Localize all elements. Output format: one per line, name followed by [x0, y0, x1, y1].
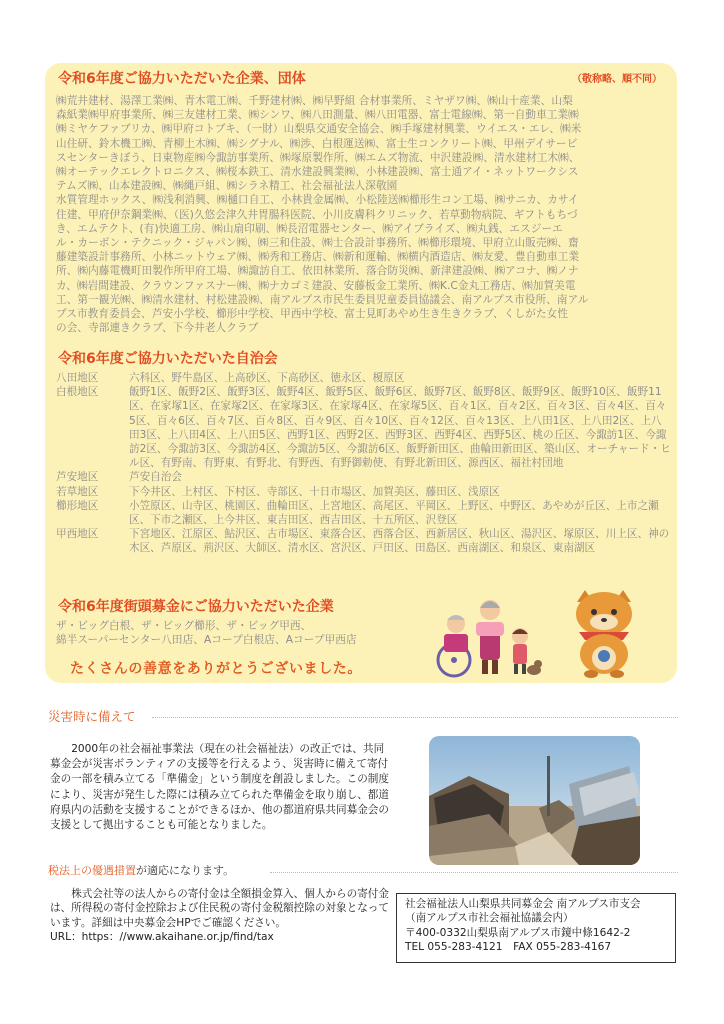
contact-phone: TEL 055-283-4121 FAX 055-283-4167 — [405, 941, 612, 954]
corporate-line: 森紙業㈱甲府事業所、㈱三友建材工業、㈱シンワ、㈱八田測量、㈱八田電器、富士電線㈱、第一自動車工業㈱ — [56, 109, 579, 122]
disaster-text: 2000年の社会福祉事業法（現在の社会福祉法）の改正では、共同募金会が災害ボランティアの支援等を行えるよう、災害時に備えて寄付金の一部を積み立てる「準備金」という制度を創設しました。この制度により、災害が発生した際には積み立てられた準備金を取り崩し、都道府県内の活動を支援することができるほか、他の都道府県共同募金会の支援として拠出することも可能となりました。 — [50, 743, 389, 832]
divider — [152, 717, 678, 718]
district-row — [56, 385, 672, 470]
street-list — [56, 619, 416, 647]
corporate-list — [56, 94, 670, 335]
district-name: 甲西地区 — [56, 528, 99, 541]
district-name: 若草地区 — [56, 485, 99, 498]
district-name: 芦安地区 — [56, 471, 99, 484]
tax-heading-highlight: 税法上の優遇措置 — [48, 864, 136, 877]
disaster-paragraph — [50, 742, 394, 833]
corporate-line: 工、第一観光㈱、㈱清水建材、村松建設㈱、南アルプス市民生委員児童委員協議会、南アルプス市役所、南アル — [56, 293, 589, 306]
corporate-line: ㈱オーテックエレクトロニクス、㈱桜本鉄工、清水建設興業㈱、小林建設㈱、富士通アイ・ネットワークシス — [56, 166, 579, 179]
street-line: 綿半スーパーセンター八田店、Aコープ白根店、Aコープ甲西店 — [56, 634, 357, 647]
contact-org: 社会福祉法人山梨県共同募金会 南アルプス市支会 — [405, 898, 641, 910]
corporate-line: スセンターきぼう、日東物産㈱今諏訪事業所、㈱塚原製作所、㈱エムズ物流、中沢建設㈱、清水建材工木㈱、 — [56, 151, 580, 164]
district-row — [56, 470, 672, 484]
corporate-line: 所、㈱内藤電機町田製作所甲府工場、㈱諏訪自工、依田林業所、落合防災㈱、新津建設㈱、㈱アコナ、㈱ノナ — [56, 265, 579, 278]
corporate-line: ル・カーボン・テクニック・ジャパン㈱、㈱三和住設、㈱士合設計事務所、㈱櫛形環境、甲府立山販売㈱、齋 — [56, 237, 579, 250]
district-areas: 小笠原区、山寺区、桃園区、曲輪田区、上宮地区、高尾区、平岡区、上野区、中野区、あやめが丘区、上市之瀬区、下市之瀬区、上今井区、東吉田区、西吉田区、十五所区、沢登区 — [129, 499, 659, 527]
tax-heading-rest: が適応になります。 — [136, 864, 235, 877]
district-row — [56, 499, 672, 527]
mascot-illustration — [565, 588, 643, 678]
corporate-line: 山住研、鈴木機工㈱、青柳土木㈱、㈱シグナル、㈱渉、白根運送㈱、富士生コンクリート㈱、甲州デイサービ — [56, 137, 578, 150]
corporate-line: ㈱ミヤケファブリカ、㈱甲府コトブキ、（一財）山梨県交通安全協会、㈱手塚建材興業、ウイエス・エレ、㈱米 — [56, 123, 582, 136]
disaster-heading: 災害時に備えて — [48, 709, 136, 724]
tax-url[interactable]: URL：https：//www.akaihane.or.jp/find/tax — [50, 931, 274, 944]
honorific-note: （敬称略、順不同） — [572, 74, 662, 85]
district-row — [56, 485, 672, 499]
district-areas: 六科区、野牛島区、上高砂区、下高砂区、徳永区、榎原区 — [129, 372, 405, 384]
corporate-line: 藤建築設計事務所、小林ニットウェア㈱、㈱秀和工務店、㈱新和運輸、㈱横内酒造店、㈱友愛、豊自動車工業 — [56, 251, 580, 264]
district-row — [56, 371, 672, 385]
disaster-photo — [429, 736, 640, 865]
corporate-line: プス市教育委員会、芦安小学校、櫛形中学校、甲西中学校、富士見町あやめ生き生きクラブ、くしがた女性 — [56, 308, 569, 321]
corporate-line: の会、寺部連きクラブ、下今井老人クラブ — [56, 322, 259, 335]
contact-address: 〒400-0332山梨県南アルプス市鏡中條1642-2 — [405, 926, 631, 939]
district-name: 櫛形地区 — [56, 499, 99, 512]
corporate-line: テムズ㈱、山本建設㈱、㈱縄戸組、㈱シラネ精工、社会福祉法人深敬園 — [56, 180, 398, 193]
district-areas: 下今井区、上村区、下村区、寺部区、十日市場区、加賀美区、藤田区、浅原区 — [129, 485, 500, 498]
elderly-people-illustration — [432, 588, 542, 680]
district-areas: 芦安自治会 — [129, 471, 182, 484]
tax-heading — [48, 862, 234, 878]
corporate-line: 住建、甲府伊奈鋼業㈱、（医)久悠会津久井胃腸科医院、小川皮膚科クリニック、若草動物病院、ギフトもちづ — [56, 208, 578, 221]
district-row — [56, 527, 672, 555]
district-areas: 下宮地区、江原区、鮎沢区、古市場区、東落合区、西落合区、西新居区、秋山区、湯沢区、塚原区、川上区、神の木区、芦原区、荊沢区、大師区、清水区、宮沢区、戸田区、田島区、西南湖区、和泉区、東南湖区 — [129, 528, 670, 555]
divider — [270, 872, 678, 873]
corporate-section-title: 令和6年度ご協力いただいた企業、団体 — [58, 71, 306, 87]
district-areas: 飯野1区、飯野2区、飯野3区、飯野4区、飯野5区、飯野6区、飯野7区、飯野8区、飯野9区、飯野10区、飯野11区、在家塚1区、在家塚2区、在家塚3区、在家塚4区、在家塚5区、百々1区、百々2区、百々3区、百々4区、百々5区、百々6区、百々7区、百々8区、百々9区、百々10区、百々12区、百々13区、上八田1区、上八田2区、上八田3区、上八田4区、上八田5区、西野1区、西野2区、西野3区、西野4区、西野5区、桃の丘区、今諏訪1区、今諏訪2区、今諏訪3区、今諏訪4区、今諏訪5区、今諏訪6区、飯野新田区、曲輪田新田区、築山区、オーチャード・ヒル区、有野南、有野東、有野北、有野西、有野御勅使、有野北新田区、源西区、福社村団地 — [129, 386, 671, 470]
district-name: 白根地区 — [56, 386, 99, 399]
corporate-line: き、エムテクト、(有)快適工房、㈱山扇印刷、㈱長沼電器センター、㈱アイブライズ、㈱丸銭、エスジーエ — [56, 222, 563, 235]
street-section-title: 令和6年度街頭募金にご協力いただいた企業 — [58, 599, 334, 615]
district-name: 八田地区 — [56, 372, 99, 384]
street-line: ザ・ビッグ白根、ザ・ビッグ櫛形、ザ・ビッグ甲西、 — [56, 620, 312, 632]
associations-section-title: 令和6年度ご協力いただいた自治会 — [58, 351, 278, 367]
district-list — [56, 371, 672, 556]
contact-sub: （南アルプス市社会福祉協議会内） — [405, 912, 574, 925]
contact-box — [396, 893, 676, 963]
tax-text: 株式会社等の法人からの寄付金は全額損金算入、個人からの寄付金は、所得税の寄付金控除および住民税の寄付金税額控除の対象となっています。詳細は中央募金会HPでご確認ください。 — [50, 888, 389, 929]
corporate-line: 水質管理ホックス、㈱浅利消興、㈱樋口自工、小林貴金属㈱、小松陸送㈱櫛形生コン工場、㈱サニカ、カサイ — [56, 194, 579, 207]
tax-paragraph — [50, 887, 390, 945]
corporate-line: カ、㈱岩間建設、クラウンファスナー㈱、㈱ナカゴミ建設、安藤板金工業所、㈱K.C金丸工務店、㈱加賀美電 — [56, 279, 576, 292]
thanks-message: たくさんの善意をありがとうございました。 — [70, 661, 362, 677]
corporate-line: ㈱荒井建材、湯澤工業㈱、青木電工㈱、千野建材㈱、㈱早野組 合材事業所、ミヤザワ㈱、㈱山十産業、山梨 — [56, 95, 573, 107]
